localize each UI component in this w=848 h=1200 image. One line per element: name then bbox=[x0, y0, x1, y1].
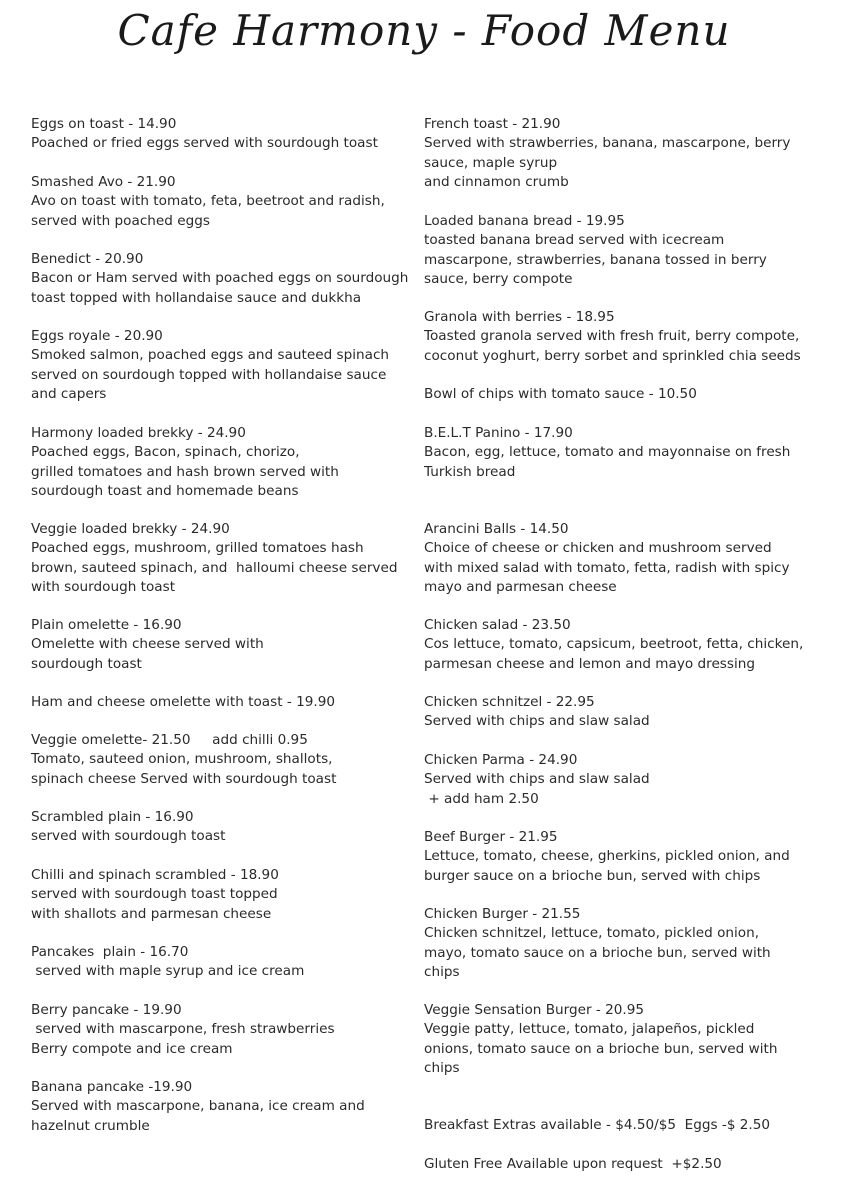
menu-item-description: Choice of cheese or chicken and mushroom served bbox=[424, 540, 772, 557]
menu-item-description: Tomato, sauteed onion, mushroom, shallots, bbox=[31, 751, 333, 768]
menu-item-description: and cinnamon crumb bbox=[424, 173, 569, 190]
menu-item-description: + add ham 2.50 bbox=[424, 790, 539, 807]
menu-item bbox=[31, 173, 411, 231]
menu-item bbox=[31, 943, 411, 982]
menu-item-name-price: Veggie loaded brekky - 24.90 bbox=[31, 521, 230, 537]
menu-item-name-price: Chicken Burger - 21.55 bbox=[424, 906, 581, 922]
menu-item bbox=[424, 424, 824, 482]
menu-item-description: brown, sauteed spinach, and halloumi cheese served bbox=[31, 559, 398, 576]
menu-item-description: Served with mascarpone, banana, ice cream and bbox=[31, 1098, 365, 1115]
menu-item-description: with sourdough toast bbox=[31, 578, 176, 595]
menu-item-description: Turkish bread bbox=[424, 463, 516, 480]
menu-item-name-price: Bowl of chips with tomato sauce - 10.50 bbox=[424, 386, 697, 402]
menu-item-description: mascarpone, strawberries, banana tossed in berry bbox=[424, 251, 767, 268]
menu-item-description: sourdough toast and homemade beans bbox=[31, 482, 299, 499]
menu-item bbox=[31, 1001, 411, 1059]
menu-item bbox=[31, 693, 411, 712]
menu-item-description: sauce, berry compote bbox=[424, 270, 573, 287]
menu-item bbox=[424, 212, 824, 289]
menu-item-description: Berry compote and ice cream bbox=[31, 1040, 233, 1057]
menu-item-name-price: Beef Burger - 21.95 bbox=[424, 829, 558, 845]
menu-item-description: coconut yoghurt, berry sorbet and sprinkled chia seeds bbox=[424, 347, 801, 364]
menu-item-description: Lettuce, tomato, cheese, gherkins, pickled onion, and bbox=[424, 848, 790, 865]
menu-item-name-price: Chicken schnitzel - 22.95 bbox=[424, 694, 595, 710]
menu-item-description: Poached or fried eggs served with sourdough toast bbox=[31, 135, 378, 152]
menu-item bbox=[424, 308, 824, 366]
menu-item-description: Bacon, egg, lettuce, tomato and mayonnaise on fresh bbox=[424, 444, 791, 461]
menu-item-description: mayo and parmesan cheese bbox=[424, 578, 617, 595]
menu-item-description: parmesan cheese and lemon and mayo dressing bbox=[424, 655, 755, 672]
menu-item-description: chips bbox=[424, 1059, 460, 1076]
menu-item-description: served with poached eggs bbox=[31, 212, 210, 229]
menu-item bbox=[31, 808, 411, 847]
menu-item-name-price: Chicken salad - 23.50 bbox=[424, 617, 571, 633]
menu-item-description: Served with chips and slaw salad bbox=[424, 713, 650, 730]
menu-item-description: and capers bbox=[31, 385, 107, 402]
menu-item-description: spinach cheese Served with sourdough toast bbox=[31, 770, 337, 787]
menu-item-description: Omelette with cheese served with bbox=[31, 636, 264, 653]
menu-item-description: Cos lettuce, tomato, capsicum, beetroot, fetta, chicken, bbox=[424, 636, 804, 653]
menu-item-name-price: Loaded banana bread - 19.95 bbox=[424, 213, 625, 229]
menu-item-description: Served with chips and slaw salad bbox=[424, 771, 650, 788]
menu-item-description: sauce, maple syrup bbox=[424, 154, 558, 171]
menu-item-name-price: Arancini Balls - 14.50 bbox=[424, 521, 569, 537]
menu-item bbox=[31, 520, 411, 597]
menu-item-name-price: Veggie Sensation Burger - 20.95 bbox=[424, 1002, 645, 1018]
menu-item bbox=[424, 751, 824, 809]
menu-item bbox=[31, 616, 411, 674]
menu-item-name-price: French toast - 21.90 bbox=[424, 116, 561, 132]
menu-item-description: with mixed salad with tomato, fetta, radish with spicy bbox=[424, 559, 790, 576]
menu-item-description: chips bbox=[424, 963, 460, 980]
menu-item-description: grilled tomatoes and hash brown served with bbox=[31, 463, 339, 480]
menu-item-name-price: Ham and cheese omelette with toast - 19.90 bbox=[31, 694, 336, 710]
menu-item-description: served with maple syrup and ice cream bbox=[31, 963, 305, 980]
menu-item-name-price: Harmony loaded brekky - 24.90 bbox=[31, 425, 246, 441]
menu-item bbox=[424, 693, 824, 732]
menu-item-name-price: Scrambled plain - 16.90 bbox=[31, 809, 194, 825]
menu-item bbox=[31, 327, 411, 404]
menu-item bbox=[31, 424, 411, 501]
menu-item bbox=[424, 616, 824, 674]
menu-item-description: served with mascarpone, fresh strawberries bbox=[31, 1021, 335, 1038]
menu-item-description: Veggie patty, lettuce, tomato, jalapeños, pickled bbox=[424, 1021, 755, 1038]
menu-item-name-price: Veggie omelette- 21.50 add chilli 0.95 bbox=[31, 732, 308, 748]
menu-item bbox=[31, 731, 411, 789]
menu-item-description: sourdough toast bbox=[31, 655, 142, 672]
menu-item bbox=[424, 520, 824, 597]
menu-item-description: served with sourdough toast bbox=[31, 828, 226, 845]
menu-item-description: hazelnut crumble bbox=[31, 1117, 150, 1134]
menu-title: Cafe Harmony - Food Menu bbox=[117, 6, 731, 55]
menu-item-name-price: Banana pancake -19.90 bbox=[31, 1079, 193, 1095]
menu-item-description: Toasted granola served with fresh fruit, berry compote, bbox=[424, 328, 800, 345]
menu-item-name-price: Eggs royale - 20.90 bbox=[31, 328, 163, 344]
menu-item bbox=[424, 1116, 824, 1135]
menu-item bbox=[31, 250, 411, 308]
menu-item-description: onions, tomato sauce on a brioche bun, served with bbox=[424, 1040, 778, 1057]
menu-item bbox=[424, 828, 824, 886]
menu-item-name-price: Granola with berries - 18.95 bbox=[424, 309, 615, 325]
menu-item-description: Smoked salmon, poached eggs and sauteed spinach bbox=[31, 347, 390, 364]
menu-item-name-price: Plain omelette - 16.90 bbox=[31, 617, 182, 633]
menu-item-description: toasted banana bread served with icecream bbox=[424, 232, 725, 249]
menu-item-description: Avo on toast with tomato, feta, beetroot and radish, bbox=[31, 193, 385, 210]
menu-item-name-price: Eggs on toast - 14.90 bbox=[31, 116, 177, 132]
menu-item-name-price: Benedict - 20.90 bbox=[31, 251, 144, 267]
menu-item-name-price: B.E.L.T Panino - 17.90 bbox=[424, 425, 573, 441]
menu-item-description: Bacon or Ham served with poached eggs on sourdough bbox=[31, 270, 409, 287]
menu-item-name-price: Chicken Parma - 24.90 bbox=[424, 752, 578, 768]
menu-item-description: toast topped with hollandaise sauce and dukkha bbox=[31, 289, 362, 306]
menu-item bbox=[424, 115, 824, 192]
menu-item-description: with shallots and parmesan cheese bbox=[31, 905, 272, 922]
menu-item bbox=[424, 1155, 824, 1174]
menu-item-description: served with sourdough toast topped bbox=[31, 886, 278, 903]
menu-item-name-price: Berry pancake - 19.90 bbox=[31, 1002, 182, 1018]
menu-item-description: Poached eggs, Bacon, spinach, chorizo, bbox=[31, 444, 300, 461]
menu-item-description: burger sauce on a brioche bun, served with chips bbox=[424, 867, 761, 884]
menu-item bbox=[31, 115, 411, 154]
menu-item-name-price: Breakfast Extras available - $4.50/$5 Eggs -$ 2.50 bbox=[424, 1117, 771, 1133]
menu-item-name-price: Smashed Avo - 21.90 bbox=[31, 174, 176, 190]
menu-item bbox=[31, 866, 411, 924]
menu-item-description: Poached eggs, mushroom, grilled tomatoes hash bbox=[31, 540, 364, 557]
menu-item-name-price: Pancakes plain - 16.70 bbox=[31, 944, 189, 960]
menu-item-description: mayo, tomato sauce on a brioche bun, served with bbox=[424, 944, 771, 961]
menu-item-name-price: Gluten Free Available upon request +$2.50 bbox=[424, 1156, 722, 1172]
menu-item-description: served on sourdough topped with hollandaise sauce bbox=[31, 366, 387, 383]
menu-item-description: Chicken schnitzel, lettuce, tomato, pickled onion, bbox=[424, 925, 760, 942]
menu-item bbox=[424, 385, 824, 404]
menu-item bbox=[424, 905, 824, 982]
menu-item-description: Served with strawberries, banana, mascarpone, berry bbox=[424, 135, 791, 152]
menu-item-name-price: Chilli and spinach scrambled - 18.90 bbox=[31, 867, 279, 883]
menu-item bbox=[424, 1001, 824, 1078]
menu-item bbox=[31, 1078, 411, 1136]
